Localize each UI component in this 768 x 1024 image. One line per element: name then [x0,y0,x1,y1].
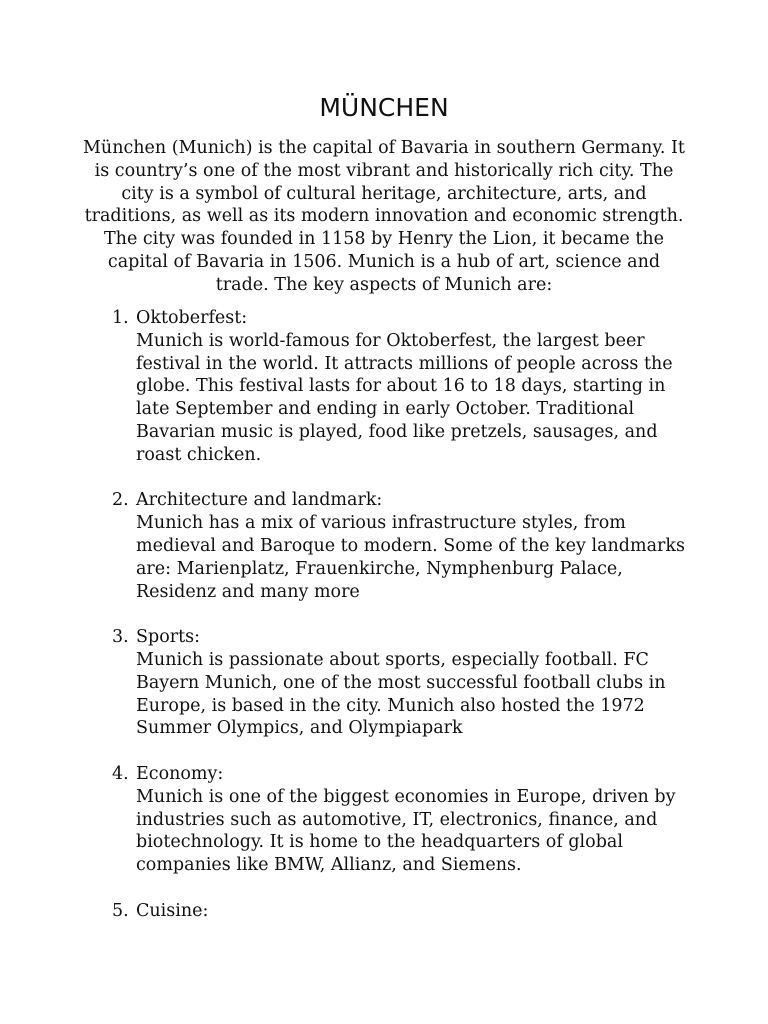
list-item-body: Munich has a mix of various infrastructure styles, from medieval and Baroque to modern. Some of the key landmarks are: Marienplatz, Frauenkirche, Nymphenburg Palace, Residenz and many more [136,513,685,602]
list-item-heading: Economy: [136,763,224,784]
list-item-number: 1. [112,308,129,328]
list-item-body: Munich is passionate about sports, especially football. FC Bayern Munich, one of the most successful football clubs in Europe, is based in the city. Munich also hosted the 1972 Summer Olympics, and Olympiapark [136,649,666,739]
list-item-sports [100,626,700,740]
intro-paragraph: München (Munich) is the capital of Bavaria in southern Germany. It is country’s one of the most vibrant and historically rich city. The city is a symbol of cultural heritage, architecture, arts, and traditions, as well as its modern innovation and economic strength. The city was founded in 1158 by Henry the Lion, it became the capital of Bavaria in 1506. Munich is a hub of art, science and trade. The key aspects of Munich are: [83,138,685,295]
list-item-architecture [100,489,700,603]
list-item-heading: Sports: [136,627,201,648]
list-item-number: 4. [112,763,129,784]
list-item-number: 5. [112,900,129,921]
list-item-number: 3. [112,627,129,648]
list-item-body: Munich is one of the biggest economies in Europe, driven by industries such as automotive, IT, electronics, finance, and biotechnology. It is home to the headquarters of global companies like BMW, Allianz, and Siemens. [136,786,676,876]
key-aspects-list [100,307,700,945]
list-item-heading: Architecture and landmark: [136,490,383,511]
list-item-oktoberfest [100,307,700,467]
list-item-cuisine [100,900,700,923]
list-item-number: 2. [112,490,129,511]
list-item-body: Munich is world-famous for Oktoberfest, the largest beer festival in the world. It attracts millions of people across the globe. This festival lasts for about 16 to 18 days, starting in late September and ending in early October. Traditional Bavarian music is played, food like pretzels, sausages, and roast chicken. [136,330,673,465]
list-item-heading: Cuisine: [136,900,209,921]
page-title: MÜNCHEN [319,93,449,122]
list-item-heading: Oktoberfest: [136,308,248,328]
list-item-economy [100,763,700,877]
